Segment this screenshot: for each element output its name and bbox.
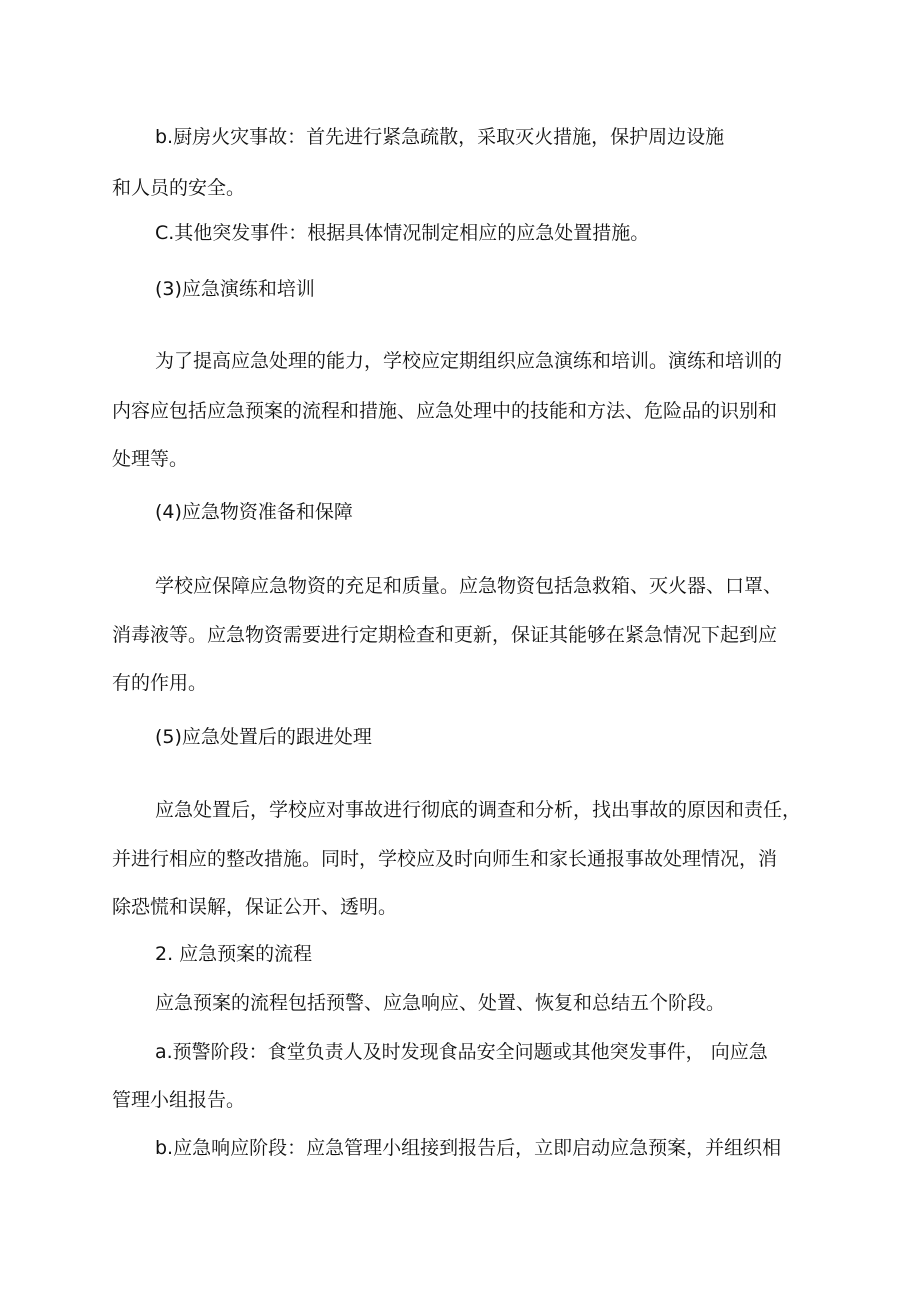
paragraph-warning-stage-line-2: 管理小组报告。 <box>112 1089 246 1111</box>
heading-supplies: (4)应急物资准备和保障 <box>155 501 353 523</box>
paragraph-followup-line-1: 应急处置后，学校应对事故进行彻底的调查和分析，找出事故的原因和责任， <box>155 799 802 821</box>
paragraph-kitchen-fire-line-2: 和人员的安全。 <box>112 177 246 199</box>
paragraph-supplies-line-1: 学校应保障应急物资的充足和质量。应急物资包括急救箱、灭火器、口罩、 <box>155 575 783 597</box>
paragraph-followup-line-2: 并进行相应的整改措施。同时，学校应及时向师生和家长通报事故处理情况，消 <box>112 848 778 870</box>
paragraph-warning-stage-line-1: a.预警阶段：食堂负责人及时发现食品安全问题或其他突发事件， 向应急 <box>155 1041 768 1063</box>
paragraph-process-overview: 应急预案的流程包括预警、应急响应、处置、恢复和总结五个阶段。 <box>155 992 726 1014</box>
paragraph-training-line-3: 处理等。 <box>112 448 189 470</box>
paragraph-followup-line-3: 除恐慌和误解，保证公开、透明。 <box>112 896 398 918</box>
paragraph-supplies-line-3: 有的作用。 <box>112 672 208 694</box>
paragraph-training-line-1: 为了提高应急处理的能力，学校应定期组织应急演练和培训。演练和培训的 <box>155 350 783 372</box>
paragraph-other-emergency: C.其他突发事件：根据具体情况制定相应的应急处置措施。 <box>155 222 650 244</box>
paragraph-kitchen-fire-line-1: b.厨房火灾事故：首先进行紧急疏散，采取灭火措施，保护周边设施 <box>155 126 725 148</box>
paragraph-supplies-line-2: 消毒液等。应急物资需要进行定期检查和更新，保证其能够在紧急情况下起到应 <box>112 624 778 646</box>
heading-drills-training: (3)应急演练和培训 <box>155 278 315 300</box>
heading-plan-process: 2. 应急预案的流程 <box>155 943 313 965</box>
paragraph-response-stage-line-1: b.应急响应阶段：应急管理小组接到报告后，立即启动应急预案，并组织相 <box>155 1137 782 1159</box>
paragraph-training-line-2: 内容应包括应急预案的流程和措施、应急处理中的技能和方法、危险品的识别和 <box>112 400 778 422</box>
heading-followup: (5)应急处置后的跟进处理 <box>155 726 372 748</box>
